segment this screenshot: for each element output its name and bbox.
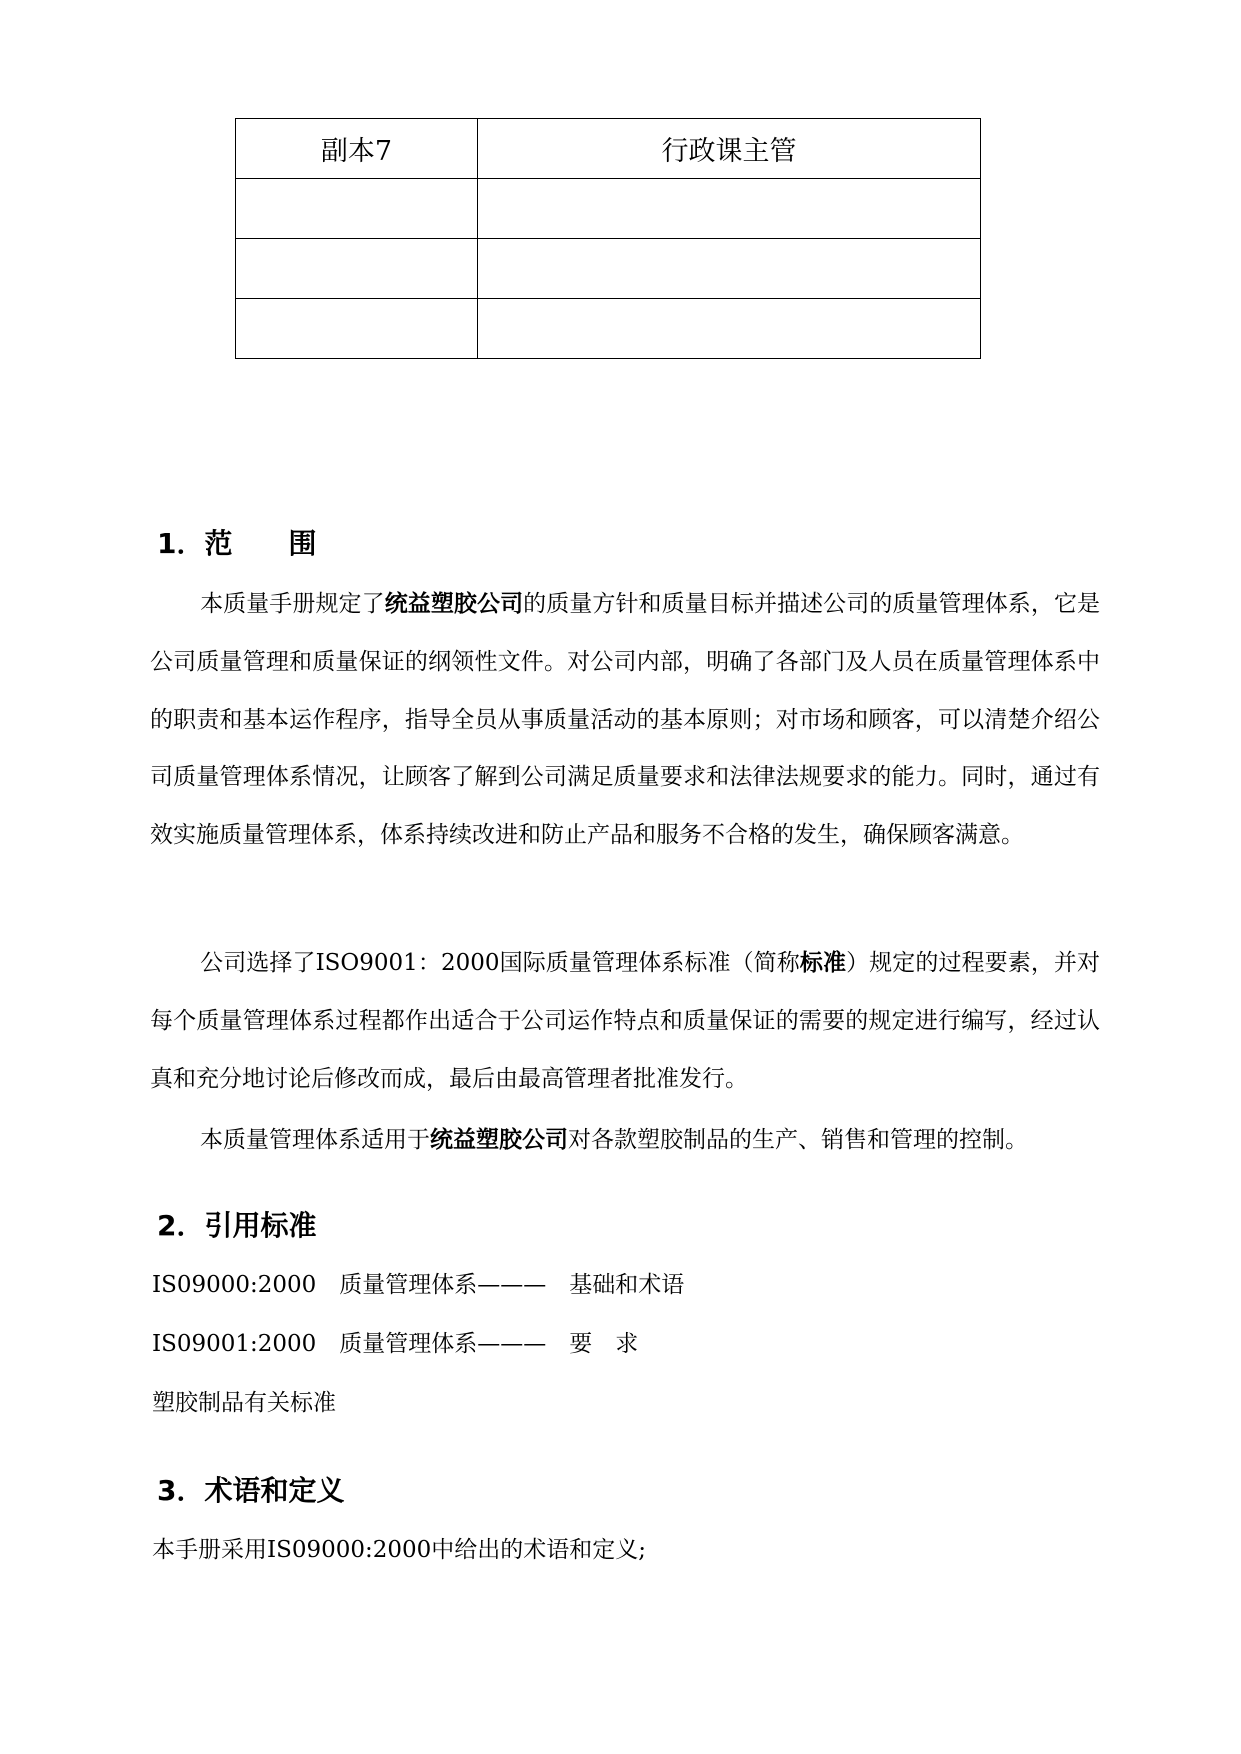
scope-text: 本质量管理体系适用于 — [200, 1127, 430, 1153]
scope-text: 的质量方针和质量目标并描述公司的质量管理体系，它是公司质量管理和质量保证的纲领性文件。对公司内部，明确了各部门及人员在质量管理体系中的职责和基本运作程序，指导全员从事质量活动的基本原则；对市场和顾客，可以清楚介绍公司质量管理体系情况，让顾客了解到公司满足质量要求和法律法规要求的能力。同时，通过有效实施质量管理体系，体系持续改进和防止产品和服务不合格的发生，确保顾客满意。 — [150, 591, 1101, 849]
standard-abbreviation: 标准 — [799, 950, 847, 976]
reference-item: IS09000:2000 质量管理体系——— 基础和术语 — [152, 1272, 685, 1298]
reference-item: IS09001:2000 质量管理体系——— 要 求 — [152, 1331, 639, 1357]
distribution-table — [235, 118, 981, 359]
table-cell-recipient: 行政课主管 — [478, 119, 981, 179]
section-heading-references: 2．引用标准 — [157, 1209, 317, 1242]
company-name: 统益塑胶公司 — [430, 1127, 568, 1153]
table-cell-copy-number — [236, 299, 478, 359]
scope-text: 公司选择了ISO9001：2000国际质量管理体系标准（简称 — [200, 950, 800, 976]
table-row — [236, 239, 981, 299]
table-row — [236, 179, 981, 239]
table-cell-recipient — [478, 179, 981, 239]
table-cell-copy-number — [236, 239, 478, 299]
table-cell-copy-number — [236, 179, 478, 239]
scope-paragraph-1 — [150, 576, 1100, 865]
table-cell-recipient — [478, 299, 981, 359]
scope-text: ）规定的过程要素，并对每个质量管理体系过程都作出适合于公司运作特点和质量保证的需要的规定进行编写，经过认真和充分地讨论后修改而成，最后由最高管理者批准发行。 — [150, 950, 1101, 1092]
scope-paragraph-3 — [150, 1112, 1100, 1170]
reference-item: 塑胶制品有关标准 — [152, 1390, 336, 1416]
section-heading-terms: 3．术语和定义 — [157, 1474, 345, 1507]
section-heading-scope: 1．范 围 — [157, 527, 317, 560]
scope-paragraph-2 — [150, 935, 1100, 1108]
table-row — [236, 299, 981, 359]
table-row — [236, 119, 981, 179]
company-name: 统益塑胶公司 — [384, 591, 524, 617]
scope-text: 对各款塑胶制品的生产、销售和管理的控制。 — [568, 1127, 1028, 1153]
table-cell-recipient — [478, 239, 981, 299]
scope-text: 本质量手册规定了 — [200, 591, 385, 617]
table-cell-copy-number: 副本7 — [236, 119, 478, 179]
terms-text: 本手册采用IS09000:2000中给出的术语和定义; — [152, 1537, 647, 1563]
